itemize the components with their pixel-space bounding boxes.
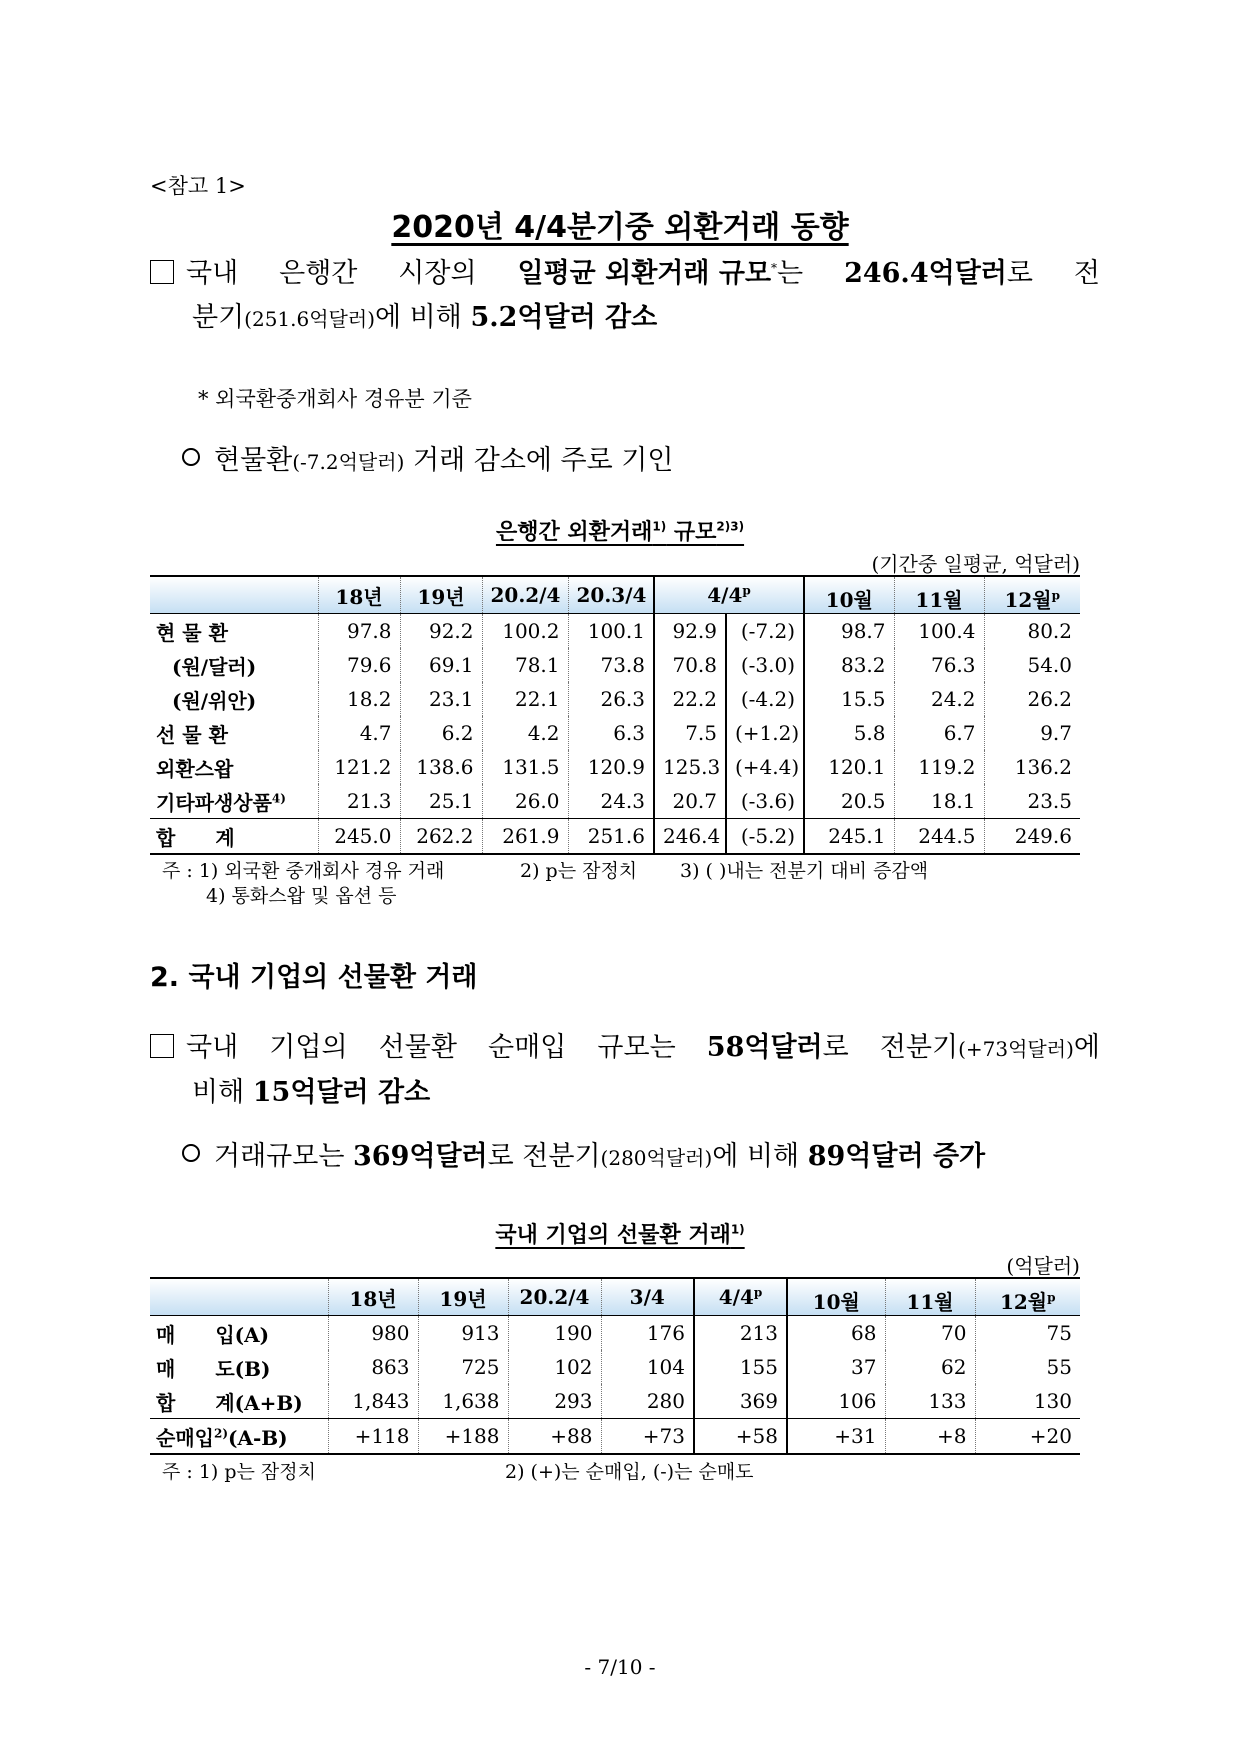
table-row [150, 614, 1080, 649]
text: 로 [822, 1032, 849, 1063]
header-cell-highlight: 4/4$^p$ [654, 576, 804, 614]
table-cell: 83.2 [840, 653, 886, 677]
table-row [150, 1384, 1080, 1419]
text: 에 [1073, 1032, 1100, 1063]
table-cell: 98.7 [840, 619, 886, 643]
row-label [150, 819, 318, 855]
text: 에 비해 [375, 302, 462, 333]
row-label [150, 1316, 328, 1351]
table-cell: 245.1 [804, 819, 894, 855]
table2-footnote-2: 2) (+)는 순매입, (-)는 순매도 [505, 1461, 754, 1483]
row-label [150, 1350, 328, 1384]
table-cell: +58 [694, 1419, 787, 1455]
table-cell: 131.5 [482, 750, 568, 784]
row-label-text: 기타파생상품 [156, 790, 272, 815]
table-cell: 18.1 [894, 784, 984, 819]
text: 규모는 [597, 1032, 676, 1063]
reference-label: <참고 1> [150, 174, 246, 198]
table-cell: +73 [601, 1419, 694, 1455]
text: 전분기 [879, 1032, 959, 1063]
row-label-text: 외환스왑 [156, 756, 234, 781]
table-cell: 261.9 [482, 819, 568, 855]
row-label-text: (A-B) [228, 1425, 288, 1450]
circle-bullet-icon [182, 448, 200, 466]
table-cell: 7.5 [654, 716, 726, 750]
table-cell: +31 [787, 1419, 885, 1455]
row-label-text: 현 물 환 [156, 620, 228, 645]
text: 기업의 [269, 1032, 348, 1063]
header-cell: 20.2/4 [482, 576, 568, 614]
table-cell: 980 [328, 1316, 418, 1351]
header-cell: 18년 [328, 1278, 418, 1316]
header-cell-highlight: 4/4$^p$ [694, 1278, 787, 1316]
table-cell: 369 [694, 1384, 787, 1419]
row-label-text: (원/위안) [172, 688, 257, 713]
text: 로 전분기 [487, 1141, 601, 1172]
table-cell: 138.6 [400, 750, 482, 784]
text: 분기 [192, 302, 245, 333]
table-cell: 176 [601, 1316, 694, 1351]
footnote-mark: 4) [271, 790, 286, 805]
header-cell-empty [150, 576, 318, 614]
table1-title: 은행간 외환거래$^{1)}$ 규모$^{2)3)}$ [495, 519, 745, 545]
highlight-value: 58억달러 [706, 1032, 823, 1063]
table-cell: 6.3 [568, 716, 654, 750]
table-row [150, 819, 1080, 855]
table-cell: 280 [601, 1384, 694, 1419]
table-row [150, 1350, 1080, 1384]
table-cell: 26.2 [984, 682, 1080, 716]
table-cell: 97.8 [318, 614, 400, 649]
table-cell: 130 [975, 1384, 1080, 1419]
table-cell: 62 [885, 1350, 975, 1384]
page-title: 2020년 4/4분기중 외환거래 동향 [391, 210, 849, 245]
text: (280억달러) [600, 1146, 713, 1170]
table-cell: 245.0 [318, 819, 400, 855]
table-cell: 863 [328, 1350, 418, 1384]
table-cell: 15.5 [840, 687, 886, 711]
table-cell: 68 [851, 1321, 877, 1345]
header-cell: 19년 [418, 1278, 508, 1316]
row-label [150, 750, 318, 784]
table-cell: +188 [418, 1419, 508, 1455]
table2-title: 국내 기업의 선물환 거래$^{1)}$ [495, 1222, 745, 1248]
table-cell: +118 [328, 1419, 418, 1455]
table-cell: 92.9 [654, 614, 726, 649]
text: 는 [777, 258, 804, 289]
table-cell: 92.2 [400, 614, 482, 649]
header-cell: 3/4 [601, 1278, 694, 1316]
table-row [150, 1419, 1080, 1455]
table-cell: 69.1 [400, 648, 482, 682]
row-label-text: 매 도(B) [156, 1356, 271, 1381]
table1-footnote-2: 2) p는 잠정치 [520, 860, 638, 882]
section-heading: 2. 국내 기업의 선물환 거래 [150, 962, 478, 993]
summary-paragraph-2 [150, 1026, 1100, 1115]
row-label-text: 순매입 [156, 1425, 214, 1450]
table2-header-row [150, 1278, 1080, 1316]
text: (251.6억달러) [244, 307, 375, 331]
table-cell: 120.9 [568, 750, 654, 784]
table-cell: 70 [885, 1316, 975, 1351]
row-label [150, 682, 318, 716]
footnote-mark: * [771, 261, 778, 275]
row-label [150, 784, 318, 819]
table-cell: 24.3 [568, 784, 654, 819]
table-cell: (+1.2) [726, 716, 804, 750]
table2 [150, 1277, 1080, 1455]
footnote-note: * 외국환중개회사 경유분 기준 [198, 387, 472, 411]
table-cell: 133 [885, 1384, 975, 1419]
table-cell: 5.8 [853, 721, 886, 745]
table1-unit: (기간중 일평균, 억달러) [871, 552, 1080, 576]
table-cell: 246.4 [654, 819, 726, 855]
table-cell: (-5.2) [726, 819, 804, 855]
table-cell: 75 [975, 1316, 1080, 1351]
table-cell: 136.2 [984, 750, 1080, 784]
row-label-text: 매 입(A) [156, 1322, 270, 1347]
table-cell: 80.2 [984, 614, 1080, 649]
text: 에 비해 [712, 1141, 800, 1172]
header-cell: 10월 [787, 1278, 885, 1316]
table-cell: 262.2 [400, 819, 482, 855]
table-cell: 104 [601, 1350, 694, 1384]
table-row [150, 648, 1080, 682]
table-cell: +8 [885, 1419, 975, 1455]
text: 국내 [186, 1032, 239, 1063]
header-cell: 19년 [400, 576, 482, 614]
header-cell: 20.3/4 [568, 576, 654, 614]
row-label [150, 648, 318, 682]
table-cell: 26.0 [482, 784, 568, 819]
text: 로 [1006, 258, 1033, 289]
header-cell: 11월 [894, 576, 984, 614]
text: 전 [1073, 258, 1100, 289]
table-cell: 249.6 [984, 819, 1080, 855]
table-cell: (-3.6) [726, 784, 804, 819]
text: 국내 [186, 258, 239, 289]
text: (+73억달러) [958, 1037, 1074, 1061]
table-cell: 121.2 [318, 750, 400, 784]
summary-paragraph-1 [150, 252, 1100, 341]
checkbox-bullet-icon [150, 1034, 174, 1058]
header-cell-empty [150, 1278, 328, 1316]
table-cell: (-4.2) [726, 682, 804, 716]
table-cell: 1,843 [328, 1384, 418, 1419]
table-cell: 6.2 [400, 716, 482, 750]
text: 은행간 [279, 258, 358, 289]
highlight-value: 246.4억달러 [844, 258, 1007, 289]
table-cell: 1,638 [418, 1384, 508, 1419]
table-cell: 725 [418, 1350, 508, 1384]
highlight-value: 89억달러 증가 [807, 1141, 986, 1172]
table-cell: +20 [975, 1419, 1080, 1455]
table-cell: 20.5 [840, 789, 886, 813]
table-cell: (+4.4) [726, 750, 804, 784]
header-cell: 20.2/4 [508, 1278, 601, 1316]
table-cell: 120.1 [828, 755, 886, 779]
table-cell: 251.6 [568, 819, 654, 855]
table-cell: 70.8 [654, 648, 726, 682]
table2-footnote-1: 주 : 1) p는 잠정치 [162, 1461, 316, 1483]
table-cell: 55 [975, 1350, 1080, 1384]
table1-header-row [150, 576, 1080, 614]
footnote-mark: 2) [213, 1425, 228, 1440]
header-cell: 18년 [318, 576, 400, 614]
table-cell: 293 [508, 1384, 601, 1419]
table-cell: 24.2 [894, 682, 984, 716]
table-cell: 21.3 [318, 784, 400, 819]
table-cell: 22.2 [654, 682, 726, 716]
row-label [150, 716, 318, 750]
text: 비해 [192, 1077, 245, 1108]
table-cell: 25.1 [400, 784, 482, 819]
table-cell: 4.7 [318, 716, 400, 750]
text: 순매입 [488, 1032, 567, 1063]
text: 시장의 [398, 258, 477, 289]
table-cell: 23.5 [984, 784, 1080, 819]
text: 현물환 [214, 445, 293, 476]
circle-bullet-icon [182, 1144, 200, 1162]
row-label-text: 합 계 [156, 825, 235, 850]
table-cell: 125.3 [654, 750, 726, 784]
bullet-2 [182, 1134, 985, 1173]
header-cell: 11월 [885, 1278, 975, 1316]
row-label [150, 1419, 328, 1455]
table-cell: 100.1 [568, 614, 654, 649]
row-label [150, 614, 318, 649]
table-cell: 119.2 [894, 750, 984, 784]
text: 거래규모는 [214, 1141, 345, 1172]
table-cell: 913 [418, 1316, 508, 1351]
table-row [150, 716, 1080, 750]
table1 [150, 575, 1080, 855]
table-cell: 26.3 [568, 682, 654, 716]
table-cell: 54.0 [984, 648, 1080, 682]
header-cell: 12월$^p$ [984, 576, 1080, 614]
table-cell: 76.3 [894, 648, 984, 682]
table1-footnote-1: 주 : 1) 외국환 중개회사 경유 거래 [162, 860, 445, 882]
table-cell: 102 [508, 1350, 601, 1384]
table-cell: 190 [508, 1316, 601, 1351]
table-row [150, 784, 1080, 819]
table-cell: 20.7 [654, 784, 726, 819]
row-label-text: 합 계(A+B) [156, 1390, 303, 1415]
header-cell: 10월 [804, 576, 894, 614]
table-cell: 23.1 [400, 682, 482, 716]
table-cell: (-3.0) [726, 648, 804, 682]
table-cell: 78.1 [482, 648, 568, 682]
header-cell: 12월$^p$ [975, 1278, 1080, 1316]
table-cell: 4.2 [482, 716, 568, 750]
table-cell: 213 [694, 1316, 787, 1351]
row-label-text: (원/달러) [172, 654, 257, 679]
text: (-7.2억달러) [292, 450, 405, 474]
table-cell: 37 [851, 1355, 877, 1379]
table-cell: 6.7 [894, 716, 984, 750]
table-cell: 100.2 [482, 614, 568, 649]
checkbox-bullet-icon [150, 260, 174, 284]
table-cell: 73.8 [568, 648, 654, 682]
highlight-value: 5.2억달러 감소 [470, 302, 658, 333]
text: 거래 감소에 주로 기인 [412, 445, 674, 476]
page-number: - 7/10 - [584, 1655, 656, 1679]
table-cell: +88 [508, 1419, 601, 1455]
table-cell: 155 [694, 1350, 787, 1384]
table-cell: 106 [838, 1389, 877, 1413]
table-cell: 79.6 [318, 648, 400, 682]
table-row [150, 1316, 1080, 1351]
bullet-1 [182, 438, 673, 477]
text: 선물환 [378, 1032, 457, 1063]
table-cell: 9.7 [984, 716, 1080, 750]
row-label [150, 1384, 328, 1419]
table-cell: 100.4 [894, 614, 984, 649]
table-cell: 22.1 [482, 682, 568, 716]
table-row [150, 750, 1080, 784]
table2-unit: (억달러) [1006, 1254, 1080, 1278]
table1-footnote-4: 4) 통화스왑 및 옵션 등 [206, 885, 397, 907]
row-label-text: 선 물 환 [156, 722, 228, 747]
table1-footnote-3: 3) ( )내는 전분기 대비 증감액 [680, 860, 929, 882]
table-cell: 18.2 [318, 682, 400, 716]
table-row [150, 682, 1080, 716]
table-cell: 244.5 [894, 819, 984, 855]
highlight-text: 일평균 외환거래 규모 [517, 258, 772, 289]
highlight-value: 369억달러 [353, 1141, 488, 1172]
table-cell: (-7.2) [726, 614, 804, 649]
highlight-value: 15억달러 감소 [252, 1077, 431, 1108]
